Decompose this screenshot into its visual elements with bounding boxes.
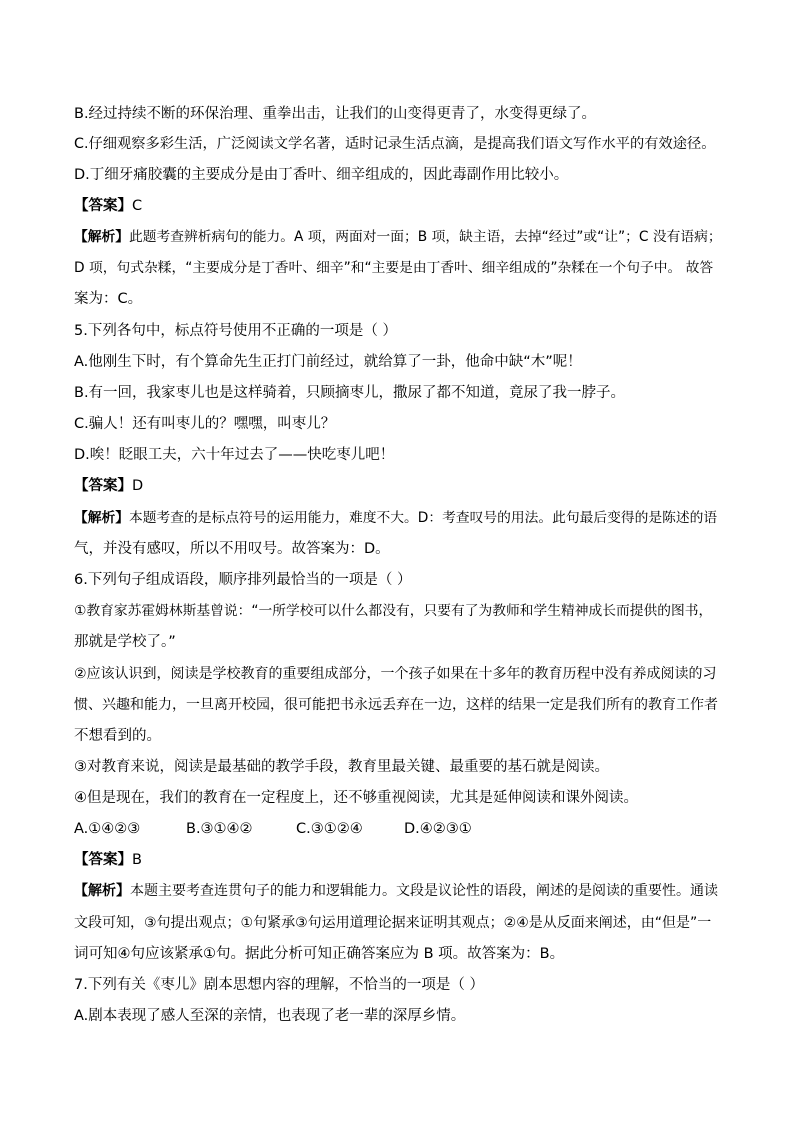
q5-option-c: C.骗人！还有叫枣儿的？嘿嘿，叫枣儿？ (74, 416, 336, 432)
q6-sentence-2: ②应该认识到，阅读是学校教育的重要组成部分，一个孩子如果在十多年的教育历程中没有养成阅读的习 (74, 666, 717, 682)
q6-option-c: C.③①②④ (296, 821, 363, 837)
q6-sentence-2-cont: 惯、兴趣和能力，一旦离开校园，很可能把书永远丢弃在一边，这样的结果一定是我们所有的教育工作者 (74, 697, 718, 713)
analysis-text: 此题考查辨析病句的能力。A 项，两面对一面；B 项，缺主语，去掉“经过”或“让”；C 没有语病； (129, 229, 722, 245)
q6-option-b: B.③①④② (186, 821, 253, 837)
q6-analysis (74, 881, 722, 901)
q5-question: 5.下列各句中，标点符号使用不正确的一项是（ ） (74, 323, 397, 339)
q5-option-b: B.有一回，我家枣儿也是这样骑着，只顾摘枣儿，撒尿了都不知道，竟尿了我一脖子。 (74, 385, 626, 401)
q4-analysis-cont: D 项，句式杂糅，“主要成分是丁香叶、细辛”和“主要是由丁香叶、细辛组成的”杂糅在一个句子中。 故答 (74, 260, 714, 276)
analysis-tag: 【解析】 (74, 883, 130, 899)
q6-sentence-4: ④但是现在，我们的教育在一定程度上，还不够重视阅读，尤其是延伸阅读和课外阅读。 (74, 790, 638, 806)
answer-tag: 【答案】 (74, 478, 132, 494)
q6-question: 6.下列句子组成语段，顺序排列最恰当的一项是（ ） (74, 572, 412, 588)
answer-tag: 【答案】 (74, 198, 132, 214)
q6-option-d: D.④②③① (404, 821, 472, 837)
analysis-text: 本题主要考查连贯句子的能力和逻辑能力。文段是议论性的语段，阐述的是阅读的重要性。通读 (130, 883, 718, 899)
answer-value: D (132, 478, 144, 494)
q7-option-a: A.剧本表现了感人至深的亲情，也表现了老一辈的深厚乡情。 (74, 1008, 466, 1024)
analysis-text: 本题考查的是标点符号的运用能力，难度不大。D：考查叹号的用法。此句最后变得的是陈述的语 (129, 510, 718, 526)
q6-sentence-2-cont: 不想看到的。 (74, 728, 161, 744)
q4-option-d: D.丁细牙痛胶囊的主要成分是由丁香叶、细辛组成的，因此毒副作用比较小。 (74, 167, 569, 183)
q4-option-c: C.仔细观察多彩生活，广泛阅读文学名著，适时记录生活点滴，是提高我们语文写作水平的有效途径。 (74, 136, 716, 152)
q5-analysis (74, 508, 722, 528)
q6-answer (74, 850, 722, 870)
q6-option-a: A.①④②③ (74, 821, 141, 837)
q5-answer (74, 476, 722, 496)
q5-option-a: A.他刚生下时，有个算命先生正打门前经过，就给算了一卦，他命中缺“木”呢！ (74, 354, 582, 370)
q4-analysis (74, 227, 722, 247)
analysis-tag: 【解析】 (74, 510, 130, 526)
q5-analysis-cont: 气，并没有感叹，所以不用叹号。故答案为：D。 (74, 541, 390, 557)
answer-value: B (132, 852, 142, 868)
q4-option-b: B.经过持续不断的环保治理、重拳出击，让我们的山变得更青了，水变得更绿了。 (74, 106, 597, 122)
q6-options (74, 819, 722, 839)
q4-analysis-cont: 案为：C。 (74, 291, 143, 307)
q6-sentence-1-cont: 那就是学校了。” (74, 634, 176, 650)
answer-value: C (132, 198, 143, 214)
q6-sentence-3: ③对教育来说，阅读是最基础的教学手段，教育里最关键、最重要的基石就是阅读。 (74, 759, 609, 775)
q4-answer (74, 196, 722, 216)
q5-option-d: D.唉！眨眼工夫，六十年过去了——快吃枣儿吧！ (74, 447, 395, 463)
analysis-tag: 【解析】 (74, 229, 130, 245)
q6-analysis-cont: 词可知④句应该紧承①句。据此分析可知正确答案应为 B 项。故答案为：B。 (74, 946, 565, 962)
q6-sentence-1: ①教育家苏霍姆林斯基曾说：“一所学校可以什么都没有，只要有了为教师和学生精神成长而提供的图书， (74, 603, 713, 619)
q7-question: 7.下列有关《枣儿》剧本思想内容的理解，不恰当的一项是（ ） (74, 977, 484, 993)
answer-tag: 【答案】 (74, 852, 132, 868)
q6-analysis-cont: 文段可知，③句提出观点；①句紧承③句运用道理论据来证明其观点；②④是从反面来阐述，由“但是”一 (74, 915, 712, 931)
